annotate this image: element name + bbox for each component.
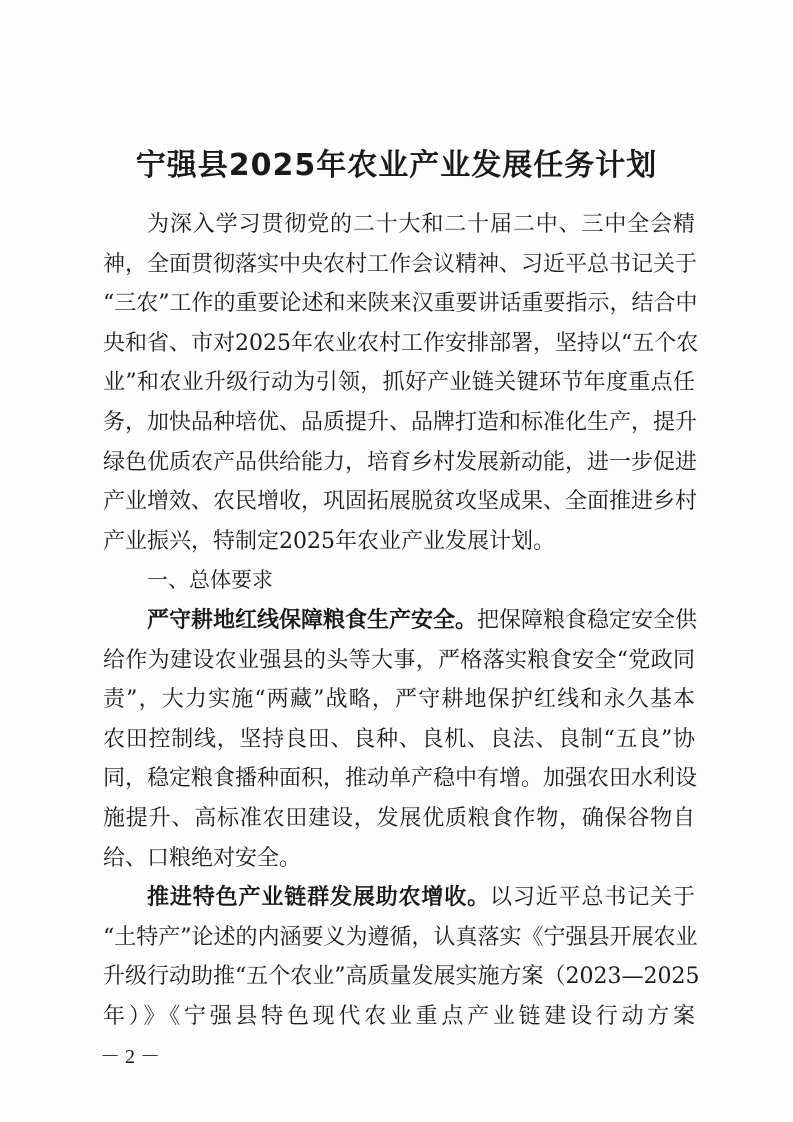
intro-line: 业”和农业升级行动为引领，抓好产业链关键环节年度重点任 (103, 370, 695, 396)
para2-lead: 推进特色产业链群发展助农增收。 (147, 885, 491, 911)
para1-first-line (103, 601, 698, 641)
para1-line: 同，稳定粮食播种面积，推动单产稳中有增。加强农田水利设 (103, 766, 698, 792)
intro-line: 央和省、市对2025年农业农村工作安排部署，坚持以“五个农 (103, 330, 699, 356)
intro-line: 绿色优质农产品供给能力，培育乡村发展新动能，进一步促进 (103, 449, 698, 475)
para2-line: “土特产”论述的内涵要义为遵循，认真落实《宁强县开展农业 (103, 924, 698, 950)
para2-first-rest: 以习近平总书记关于 (490, 885, 695, 911)
para1-line: 施提升、高标准农田建设，发展优质粮食作物，确保谷物自 (103, 805, 695, 831)
para1-lead: 严守耕地红线保障粮食生产安全。 (147, 607, 478, 633)
intro-line: “三农”工作的重要论述和来陕来汉重要讲话重要指示，结合中 (103, 291, 698, 317)
intro-line: 产业振兴，特制定2025年农业产业发展计划。 (103, 528, 555, 554)
section-heading: 一、总体要求 (147, 568, 273, 593)
para1-line: 农田控制线，坚持良田、良种、良机、良法、良制“五良”协 (103, 726, 695, 752)
para2-first-line (103, 878, 695, 918)
intro-line: 务，加快品种培优、品质提升、品牌打造和标准化生产，提升 (103, 409, 698, 435)
para1-line: 给作为建设农业强县的头等大事，严格落实粮食安全“党政同 (103, 647, 695, 673)
para1-line: 给、口粮绝对安全。 (103, 845, 302, 871)
para1-first-rest: 把保障粮食稳定安全供 (477, 607, 698, 633)
intro-line: 神，全面贯彻落实中央农村工作会议精神、习近平总书记关于 (103, 251, 698, 277)
para2-line: 升级行动助推“五个农业”高质量发展实施方案（2023—2025 (103, 964, 700, 990)
intro-line: 为深入学习贯彻党的二十大和二十届二中、三中全会精 (147, 212, 695, 237)
document-title: 宁强县2025年农业产业发展任务计划 (135, 148, 658, 183)
para2-line: 年）》《宁强县特色现代农业重点产业链建设行动方案 (103, 1003, 695, 1029)
page-number: － 2 － (100, 1046, 160, 1068)
intro-line: 产业增效、农民增收，巩固拓展脱贫攻坚成果、全面推进乡村 (103, 489, 698, 515)
document-body (103, 205, 700, 1036)
para1-line: 责”，大力实施“两藏”战略，严守耕地保护红线和永久基本 (103, 687, 695, 713)
